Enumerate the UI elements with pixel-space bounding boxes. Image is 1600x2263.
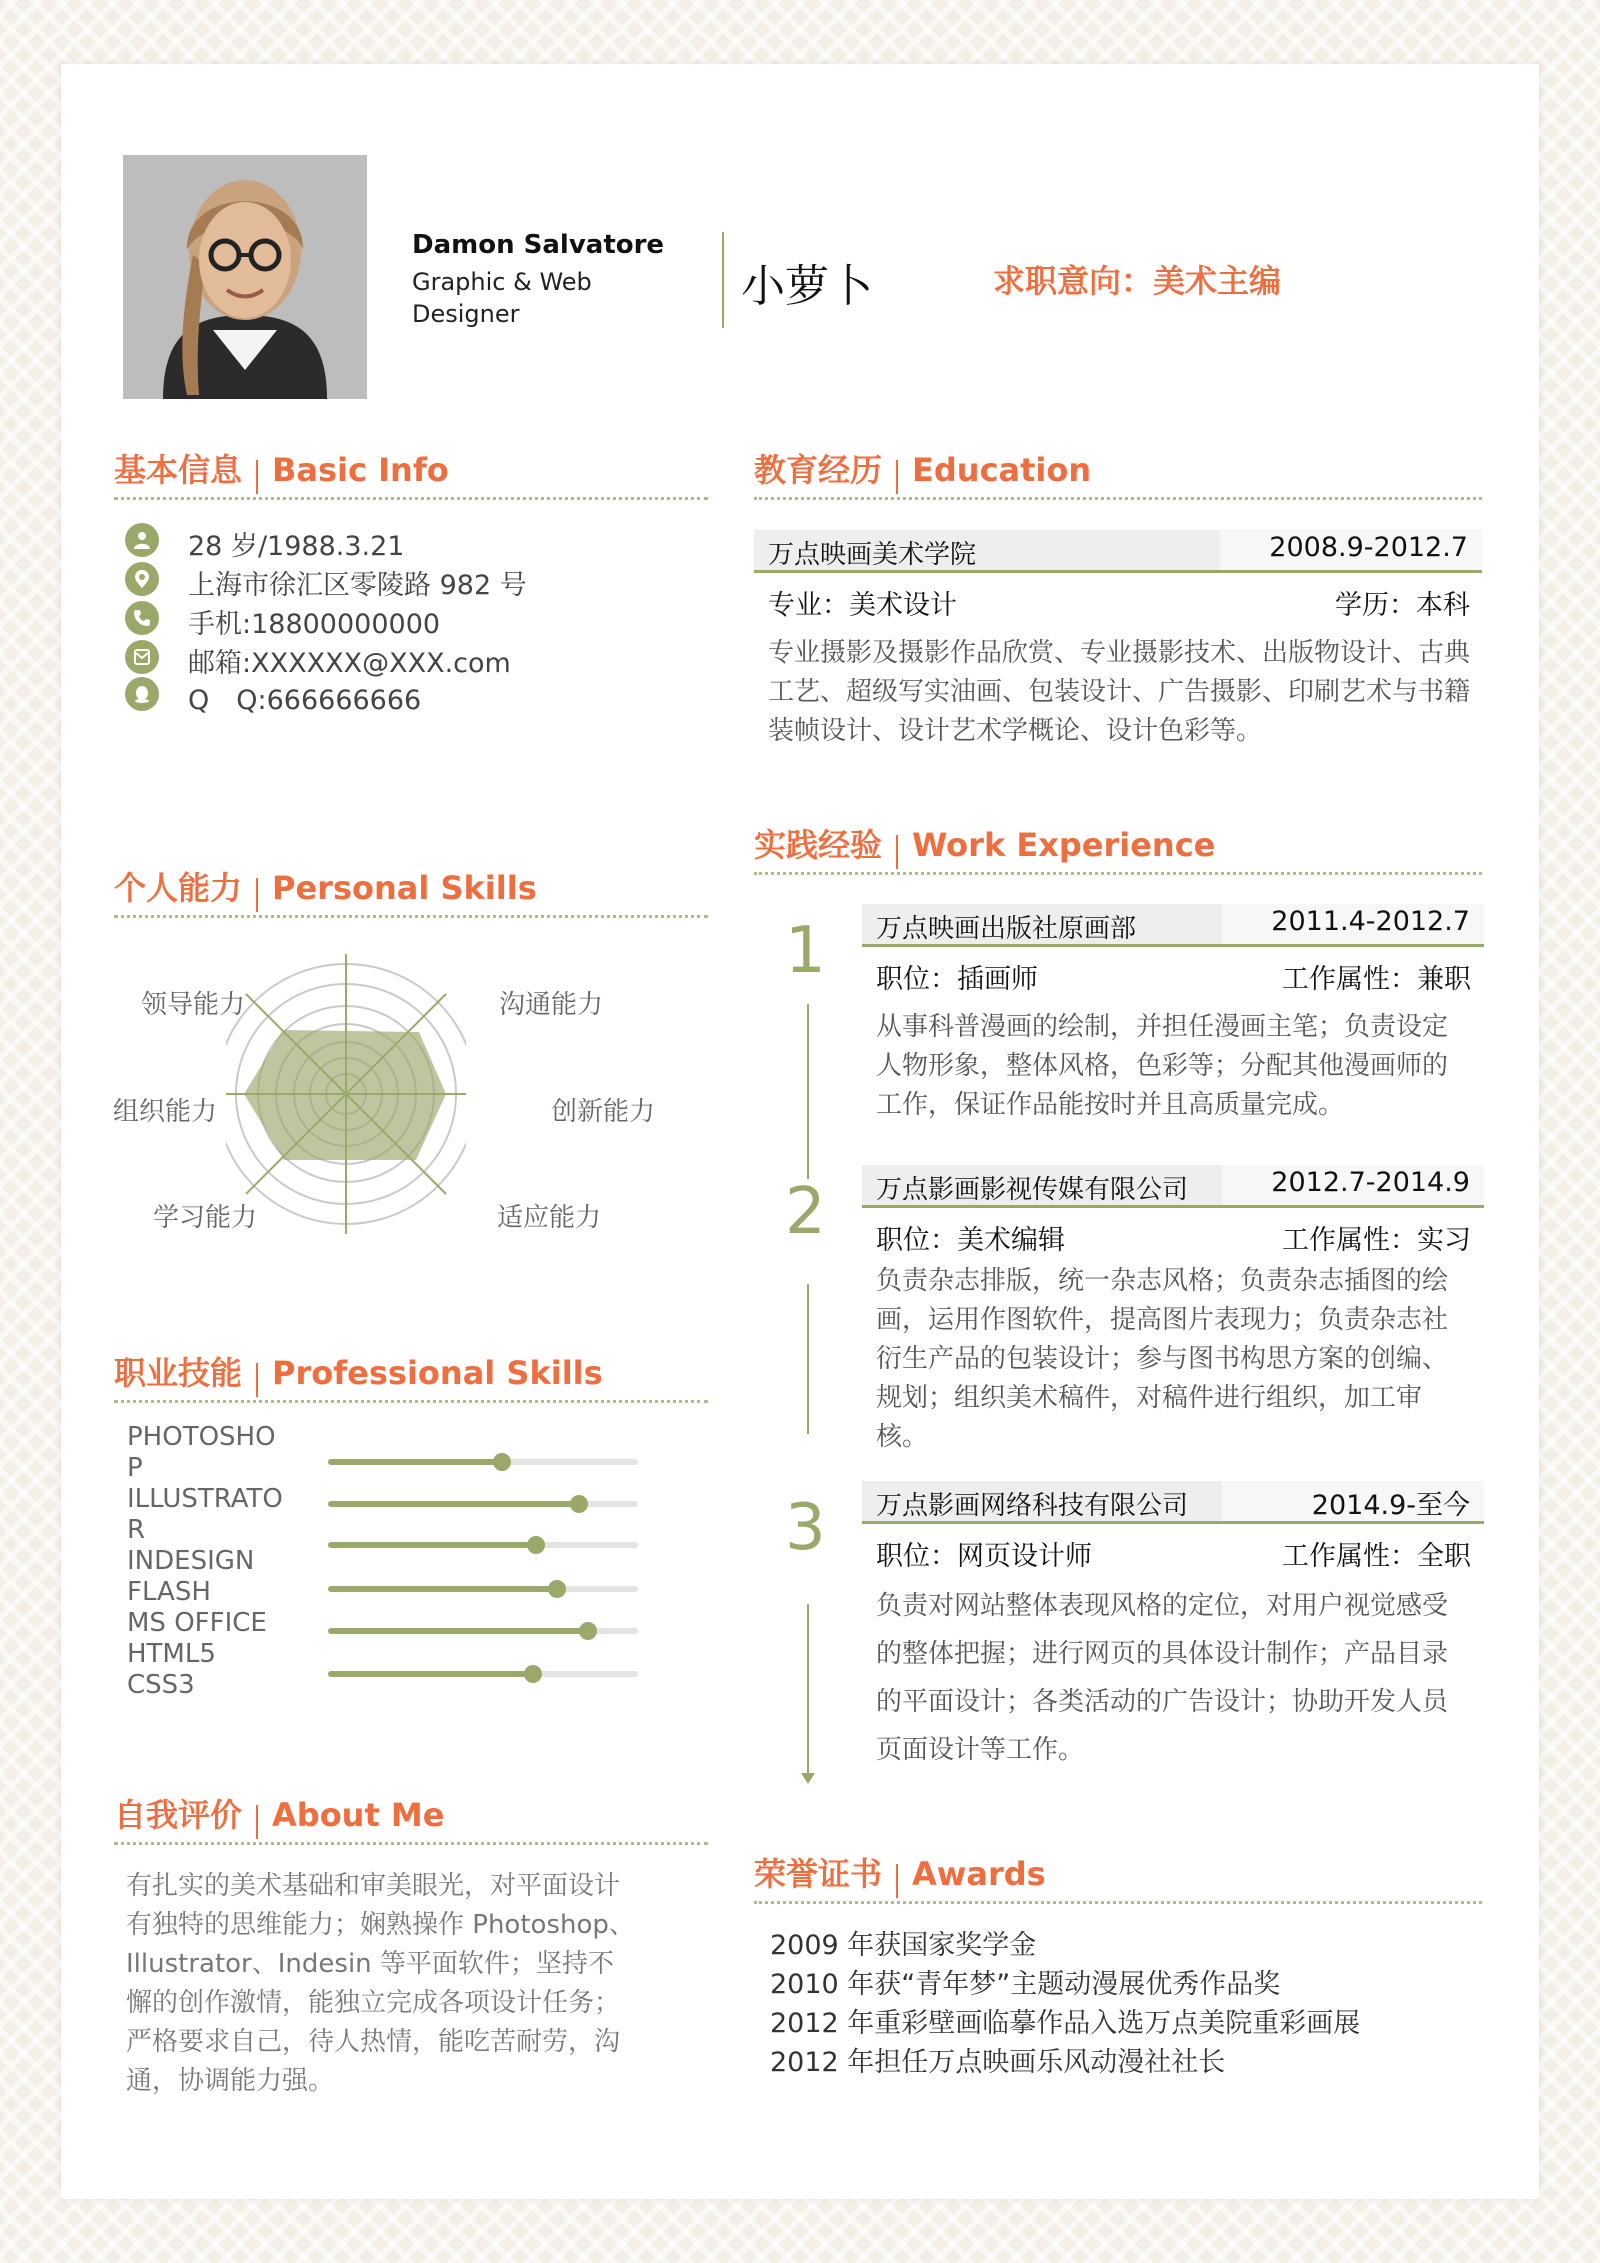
title-separator	[896, 1864, 898, 1898]
phone-icon	[125, 601, 159, 635]
title-separator	[896, 460, 898, 494]
skill-bar-knob	[579, 1622, 597, 1640]
description-line: 工作，保证作品能按时并且高质量完成。	[876, 1090, 1345, 1120]
skill-bar-fill	[328, 1586, 557, 1592]
skill-bar	[328, 1586, 638, 1592]
about-line: 有扎实的美术基础和审美眼光，对平面设计	[126, 1871, 621, 1901]
about-line: Illustrator、Indesin 等平面软件；坚持不	[126, 1949, 614, 1979]
experience-role: 职位：网页设计师	[876, 1541, 1092, 1572]
experience-type: 工作属性：实习	[1282, 1225, 1471, 1256]
mail-icon	[125, 640, 159, 674]
description-line: 专业摄影及摄影作品欣赏、专业摄影技术、出版物设计、古典	[768, 638, 1471, 668]
section-professional-skills	[114, 1348, 708, 1398]
title-separator	[256, 1805, 258, 1839]
award-item: 2012 年重彩壁画临摹作品入选万点美院重彩画展	[770, 2008, 1361, 2039]
skill-bar-knob	[493, 1453, 511, 1471]
skill-bar-knob	[570, 1495, 588, 1513]
section-rule	[754, 1901, 1482, 1904]
skill-name: ILLUSTRATOR	[127, 1484, 283, 1545]
section-about-me	[114, 1790, 708, 1840]
section-rule	[754, 872, 1482, 875]
skill-name: HTML5	[127, 1639, 216, 1669]
profile-photo	[123, 155, 367, 399]
skill-bar-fill	[328, 1671, 533, 1677]
experience-entry-header	[862, 1165, 1484, 1208]
experience-date: 2014.9-至今	[1311, 1490, 1470, 1521]
section-title-cn: 荣誉证书	[754, 1855, 883, 1893]
name-block	[412, 230, 702, 330]
school-name: 万点映画美术学院	[768, 540, 977, 570]
experience-entry-header	[862, 904, 1484, 947]
user-icon	[125, 523, 159, 557]
name-english: Damon Salvatore	[412, 230, 665, 260]
description-line: 的整体把握；进行网页的具体设计制作；产品目录	[876, 1639, 1449, 1669]
experience-number: 1	[785, 914, 826, 988]
title-separator	[256, 1363, 258, 1397]
title-separator	[256, 878, 258, 912]
company-name: 万点影画网络科技有限公司	[876, 1491, 1189, 1521]
section-title-cn: 自我评价	[114, 1796, 243, 1834]
experience-date: 2012.7-2014.9	[1271, 1167, 1470, 1198]
section-title-cn: 职业技能	[114, 1354, 243, 1392]
section-rule	[114, 1842, 708, 1845]
experience-number: 3	[785, 1491, 826, 1565]
education-degree: 学历：本科	[1335, 590, 1470, 621]
company-name: 万点影画影视传媒有限公司	[876, 1175, 1189, 1205]
section-title-en: Awards	[912, 1855, 1046, 1893]
section-rule	[114, 497, 708, 500]
description-line: 从事科普漫画的绘制，并担任漫画主笔；负责设定	[876, 1012, 1449, 1042]
section-personal-skills	[114, 863, 708, 913]
about-line: 严格要求自己，待人热情，能吃苦耐劳，沟	[126, 2027, 621, 2057]
experience-role: 职位：美术编辑	[876, 1225, 1065, 1256]
header-divider	[722, 232, 724, 328]
skill-bar	[328, 1542, 638, 1548]
timeline-arrow-icon	[800, 1772, 816, 1786]
skill-bar-knob	[548, 1580, 566, 1598]
radar-label-leadership: 领导能力	[141, 990, 246, 1020]
description-line: 规划；组织美术稿件，对稿件进行组织，加工审	[876, 1383, 1423, 1413]
skills-radar-chart	[226, 954, 466, 1234]
experience-description	[876, 1262, 1496, 1457]
radar-label-organization: 组织能力	[113, 1097, 218, 1127]
job-title-english: Graphic & Web Designer	[412, 268, 592, 328]
description-line: 负责对网站整体表现风格的定位，对用户视觉感受	[876, 1591, 1449, 1621]
description-line: 页面设计等工作。	[876, 1735, 1085, 1765]
award-item: 2010 年获“青年梦”主题动漫展优秀作品奖	[770, 1969, 1281, 2000]
skill-name: PHOTOSHOP	[127, 1422, 276, 1483]
experience-type: 工作属性：全职	[1282, 1541, 1471, 1572]
section-title-en: About Me	[272, 1796, 445, 1834]
experience-description	[876, 1582, 1496, 1774]
description-line: 核。	[876, 1422, 929, 1452]
radar-label-learning: 学习能力	[153, 1203, 258, 1233]
section-education	[754, 445, 1482, 495]
description-line: 衍生产品的包装设计；参与图书构思方案的创编、	[876, 1344, 1449, 1374]
experience-description	[876, 1008, 1496, 1125]
skill-name: INDESIGN	[127, 1546, 255, 1576]
timeline-line	[807, 1004, 809, 1179]
radar-label-communication: 沟通能力	[499, 990, 604, 1020]
qq-icon	[125, 677, 159, 711]
timeline-line	[807, 1284, 809, 1434]
portrait-illustration	[123, 155, 367, 399]
section-title-cn: 基本信息	[114, 451, 243, 489]
experience-type: 工作属性：兼职	[1282, 964, 1471, 995]
description-line: 的平面设计；各类活动的广告设计；协助开发人员	[876, 1687, 1449, 1717]
title-separator	[896, 835, 898, 869]
section-title-en: Basic Info	[272, 451, 449, 489]
education-entry-header	[754, 530, 1482, 573]
description-line: 装帧设计、设计艺术学概论、设计色彩等。	[768, 716, 1263, 746]
skill-bar-fill	[328, 1542, 536, 1548]
title-separator	[256, 460, 258, 494]
section-awards	[754, 1849, 1482, 1899]
skill-bar	[328, 1671, 638, 1677]
location-pin-icon	[125, 562, 159, 596]
section-title-en: Professional Skills	[272, 1354, 603, 1392]
awards-list	[770, 1926, 1490, 2082]
experience-number: 2	[785, 1175, 826, 1249]
skill-name: FLASH	[127, 1577, 211, 1607]
company-name: 万点映画出版社原画部	[876, 914, 1137, 944]
description-line: 画，运用作图软件，提高图片表现力；负责杂志社	[876, 1305, 1449, 1335]
award-item: 2009 年获国家奖学金	[770, 1930, 1037, 1961]
section-title-cn: 教育经历	[754, 451, 883, 489]
skill-bar	[328, 1459, 638, 1465]
info-text: 手机:18800000000	[188, 609, 441, 640]
timeline-line	[807, 1604, 809, 1776]
education-major: 专业：美术设计	[768, 590, 957, 621]
education-description	[768, 634, 1488, 751]
skill-bar	[328, 1628, 638, 1634]
section-basic-info	[114, 445, 708, 495]
section-title-cn: 实践经验	[754, 826, 883, 864]
skill-bar-fill	[328, 1501, 579, 1507]
section-work-experience	[754, 820, 1482, 870]
skill-name: MS OFFICE	[127, 1608, 267, 1638]
name-chinese: 小萝卜	[741, 261, 873, 312]
education-date: 2008.9-2012.7	[1269, 532, 1468, 563]
info-text: 28 岁/1988.3.21	[188, 531, 405, 562]
radar-label-innovation: 创新能力	[551, 1097, 656, 1127]
about-line: 有独特的思维能力；娴熟操作 Photoshop、	[126, 1910, 635, 1940]
skill-bar-fill	[328, 1628, 588, 1634]
section-rule	[754, 497, 1482, 500]
radar-label-adaptability: 适应能力	[497, 1203, 602, 1233]
job-intent: 求职意向：美术主编	[993, 262, 1282, 300]
award-item: 2012 年担任万点映画乐风动漫社社长	[770, 2047, 1226, 2078]
section-rule	[114, 915, 708, 918]
section-title-en: Education	[912, 451, 1092, 489]
skill-bar	[328, 1501, 638, 1507]
description-line: 负责杂志排版，统一杂志风格；负责杂志插图的绘	[876, 1266, 1449, 1296]
description-line: 人物形象，整体风格，色彩等；分配其他漫画师的	[876, 1051, 1449, 1081]
section-title-cn: 个人能力	[114, 869, 243, 907]
skill-bar-knob	[524, 1665, 542, 1683]
skill-name: CSS3	[127, 1670, 195, 1700]
experience-role: 职位：插画师	[876, 964, 1038, 995]
about-line: 懈的创作激情，能独立完成各项设计任务；	[126, 1988, 621, 2018]
resume-page	[61, 64, 1539, 2199]
description-line: 工艺、超级写实油画、包装设计、广告摄影、印刷艺术与书籍	[768, 677, 1471, 707]
section-title-en: Personal Skills	[272, 869, 537, 907]
skill-bar-fill	[328, 1459, 502, 1465]
about-line: 通，协调能力强。	[126, 2066, 335, 2096]
skill-bar-knob	[527, 1536, 545, 1554]
experience-entry-header	[862, 1481, 1484, 1524]
section-title-en: Work Experience	[912, 826, 1216, 864]
section-rule	[114, 1400, 708, 1403]
info-text: 邮箱:XXXXXX@XXX.com	[188, 648, 511, 679]
info-text: Q Q:666666666	[188, 685, 422, 716]
about-text	[126, 1867, 706, 2101]
experience-date: 2011.4-2012.7	[1271, 906, 1470, 937]
info-text: 上海市徐汇区零陵路 982 号	[188, 570, 527, 601]
